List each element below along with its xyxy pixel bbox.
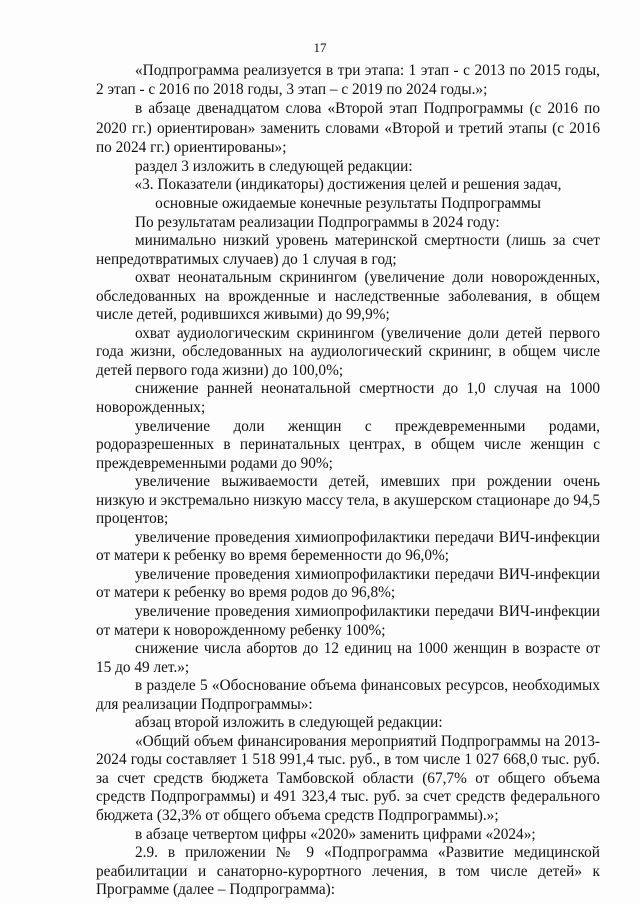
paragraph-abzac-2-intro: абзац второй изложить в следующей редакции: (135, 714, 443, 732)
section-3-heading-line-1: «3. Показатели (индикаторы) достижения целей и решения задач, (134, 176, 562, 194)
paragraph-section-5: в разделе 5 «Обоснование объема финансовых ресурсов, необходимых для реализации Подпрограммы»: (96, 677, 600, 713)
paragraph-results-intro: По результатам реализации Подпрограммы в 2024 году: (135, 213, 500, 231)
list-item-hiv-birth: увеличение проведения химиопрофилактики передачи ВИЧ-инфекции от матери к ребенку во время родов до 96,8%; (96, 565, 600, 602)
list-item-abortions: снижение числа абортов до 12 единиц на 1000 женщин в возрасте от 15 до 49 лет.»; (96, 640, 600, 676)
list-item-maternal-mortality: минимально низкий уровень материнской смертности (лишь за счет непредотвратимых случаев) до 1 случая в год; (96, 232, 600, 268)
list-item-hiv-pregnancy: увеличение проведения химиопрофилактики передачи ВИЧ-инфекции от матери к ребенку во время беременности до 96,0%; (96, 528, 600, 565)
list-item-survival: увеличение выживаемости детей, имевших при рождении очень низкую и экстремально низкую массу тела, в акушерском стационаре до 94,5 процентов; (96, 473, 600, 528)
page-number: 17 (313, 40, 327, 55)
list-item-neonatal-mortality: снижение ранней неонатальной смертности до 1,0 случая на 1000 новорожденных; (96, 380, 600, 416)
document-body (96, 62, 600, 900)
paragraph-section-3-intro: раздел 3 изложить в следующей редакции: (135, 157, 413, 175)
section-3-heading (96, 176, 600, 213)
list-item-hiv-newborn: увеличение проведения химиопрофилактики передачи ВИЧ-инфекции от матери к новорожденному ребенку 100%; (96, 603, 600, 639)
paragraph-financing: «Общий объем финансирования мероприятий Подпрограммы на 2013-2024 годы составляет 1 518 991,4 тыс. руб., в том числе 1 027 668,0 тыс. руб. за счет средств бюджета Тамбовской области (67,7% от общего объема средств Подпрограммы) и 491 323,4 тыс. руб. за счет средств федерального бюджета (32,3% от общего объема средств Подпрограммы).»; (96, 732, 600, 825)
list-item-premature-births: увеличение доли женщин с преждевременными родами, родоразрешенных в перинатальных центрах, в общем числе женщин с преждевременными родами до 90%; (96, 417, 600, 472)
paragraph-amend-abzac-12: в абзаце двенадцатом слова «Второй этап Подпрограммы (с 2016 по 2020 гг.) ориентирован» заменить словами «Второй и третий этапы (с 2016 по 2024 гг.) ориентированы»; (96, 100, 600, 157)
paragraph-stages: «Подпрограмма реализуется в три этапа: 1 этап - с 2013 по 2015 годы, 2 этап - с 2016 по 2018 годы, 3 этап – с 2019 по 2024 годы.»; (96, 62, 600, 98)
section-3-heading-line-2: основные ожидаемые конечные результаты Подпрограммы (155, 194, 541, 212)
list-item-audiological-screening: охват аудиологическим скринингом (увеличение доли детей первого года жизни, обследованных на аудиологический скрининг, в общем числе детей первого года жизни) до 100,0%; (96, 324, 600, 379)
list-item-neonatal-screening: охват неонатальным скринингом (увеличение доли новорожденных, обследованных на врожденные и наследственные заболевания, в общем числе детей, родившихся живыми) до 99,9%; (96, 269, 600, 324)
paragraph-appendix-9: 2.9. в приложении № 9 «Подпрограмма «Развитие медицинской реабилитации и санаторно-курортного лечения, в том числе детей» к Программе (далее – Подпрограмма): (96, 844, 600, 899)
paragraph-abzac-4: в абзаце четвертом цифры «2020» заменить цифрами «2024»; (135, 825, 536, 843)
